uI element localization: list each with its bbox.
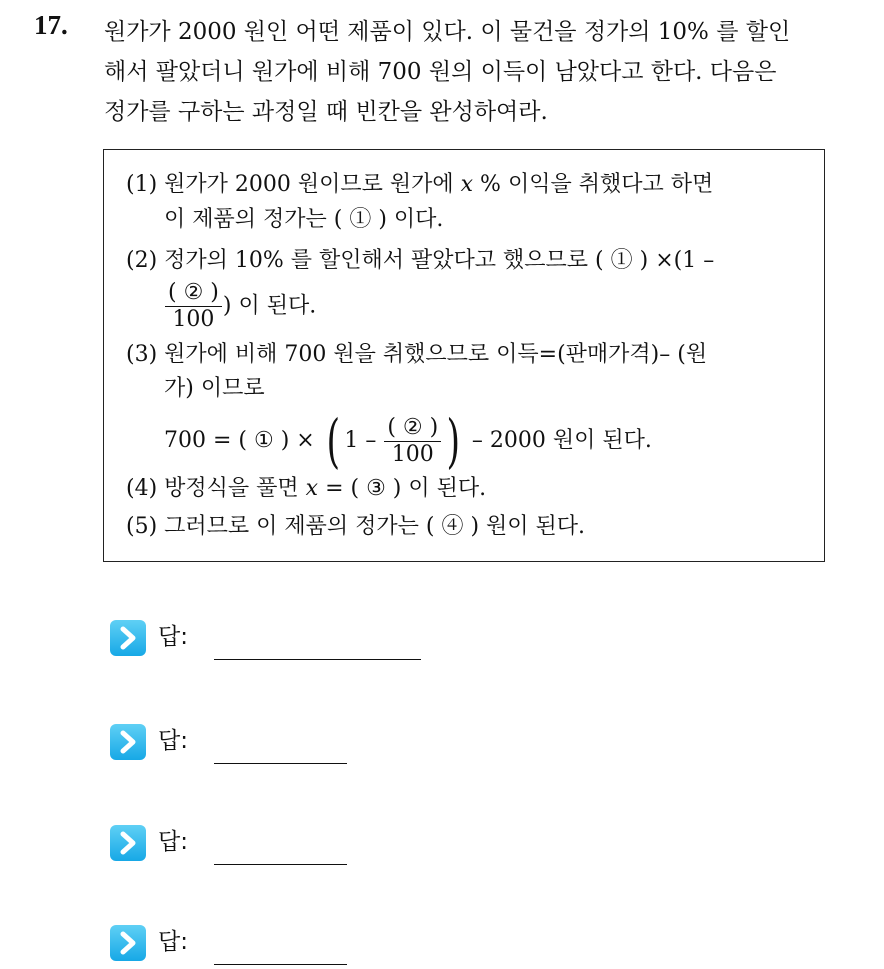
answer-label: 답: (158, 624, 188, 650)
step-3-line: (3) 원가에 비해 700 원을 취했으므로 이득=(판매가격)– (원 (126, 342, 708, 367)
step-3-equation (164, 407, 652, 475)
answer-blank[interactable] (214, 659, 421, 660)
question-line: 정가를 구하는 과정일 때 빈칸을 완성하여라. (104, 99, 548, 125)
right-paren-icon: ) (446, 407, 461, 475)
left-paren-icon: ( (326, 407, 340, 475)
step-2-continuation (164, 280, 316, 333)
step-1-text: (1) 원가가 2000 원이므로 원가에 (126, 172, 461, 197)
question-line: 원가가 2000 원인 어떤 제품이 있다. 이 물건을 정가의 10% 를 할인 (104, 19, 791, 45)
step-5-line: (5) 그러므로 이 제품의 정가는 ( ④ ) 원이 된다. (126, 514, 586, 539)
answer-blank[interactable] (214, 763, 347, 764)
fraction-blank-2-over-100 (384, 415, 441, 468)
answer-label: 답: (158, 728, 188, 754)
answer-label: 답: (158, 929, 188, 955)
step-4-text: (4) 방정식을 풀면 (126, 476, 306, 501)
question-number: 17. (34, 10, 68, 40)
step-2-line: (2) 정가의 10% 를 할인해서 팔았다고 했으므로 ( ① ) ×(1 – (126, 248, 715, 273)
variable-x: x (305, 476, 319, 501)
chevron-right-icon (110, 925, 146, 961)
chevron-right-icon (110, 724, 146, 760)
answer-blank[interactable] (214, 864, 347, 865)
question-text (104, 12, 874, 132)
variable-x: x (460, 172, 474, 197)
step-4-text-end: = ( ③ ) 이 된다. (318, 476, 487, 501)
step-1-text-end: % 이익을 취했다고 하면 (473, 172, 714, 197)
chevron-right-icon (110, 620, 146, 656)
solution-steps-box (103, 149, 825, 562)
equation-lhs: 700 = ( ① ) × (164, 428, 322, 453)
fraction-numerator: ( ② ) (168, 280, 219, 305)
step-1-line (126, 170, 713, 200)
step-4-line (126, 474, 486, 504)
step-1-continuation: 이 제품의 정가는 ( ① ) 이다. (164, 207, 444, 232)
answer-label: 답: (158, 829, 188, 855)
step-3-continuation: 가) 이므로 (164, 376, 265, 401)
equation-one-minus: 1 – (344, 428, 377, 453)
equation-rhs: – 2000 원이 된다. (464, 428, 652, 453)
fraction-denominator: 100 (165, 306, 222, 333)
fraction-blank-2-over-100 (165, 280, 222, 333)
question-line: 해서 팔았더니 원가에 비해 700 원의 이득이 남았다고 한다. 다음은 (104, 59, 777, 85)
step-2-text-end: ) 이 된다. (222, 293, 317, 319)
fraction-denominator: 100 (384, 441, 441, 468)
answer-blank[interactable] (214, 964, 347, 965)
fraction-numerator: ( ② ) (387, 414, 439, 440)
chevron-right-icon (110, 825, 146, 861)
